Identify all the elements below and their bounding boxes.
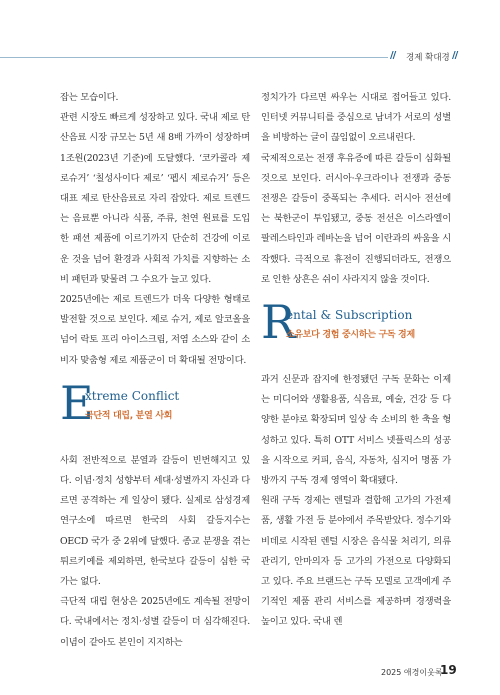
footer-publication-label: 2025 애경이웃록 [381,668,443,677]
section-header-label: 경제 확대경 [406,53,450,63]
header-mark-left: // [390,50,396,61]
drop-cap-e: E [60,375,94,430]
header-rule [0,57,388,58]
body-text-conflict: 사회 전반적으로 분열과 갈등이 빈번해지고 있다. 이념·정치 성향부터 세대·성별까지 자신과 다르면 공격하는 게 일상이 됐다. 실제로 삼성경제연구소에 따르면 한국의 사회 갈등지수는 OECD 국가 중 2위에 달했다. 종교 분쟁을 겪는 튀르키예를 제외하면, 한국보다 갈등이 심한 국가는 없다. 극단적 대립 현상은 2025년에도 계속될 전망이다. 국내에서는 정치·성별 갈등이 더 심각해진다. 이념이 같아도 본인이 지지하는 [60,454,250,648]
section-title-ko: 극단적 대립, 분열 사회 [85,410,173,421]
left-column [60,88,250,653]
section-heading-extreme-conflict [60,375,250,443]
page-number: 19 [440,663,457,677]
body-text-zero-trend: 잡는 모습이다. 관련 시장도 빠르게 성장하고 있다. 국내 제로 탄산음료 시장 규모는 5년 새 8배 가까이 성장하며 1조원(2023년 기준)에 도달했다. ‘코카콜라 제로슈거’ ‘칠성사이다 제로’ ‘펩시 제로슈거’ 등은 대표 제로 탄산음료로 자리 잡았다. 제로 트렌드는 음료뿐 아니라 식품, 주류, 천연 원료를 도입한 패션 제품에 이르기까지 단순히 건강에 이로운 것을 넘어 환경과 사회적 가치를 지향하는 소비 패턴과 맞물려 그 수요가 늘고 있다. 2025년에는 제로 트렌드가 더욱 다양한 형태로 발전할 것으로 보인다. 제로 슈거, 제로 알코올을 넘어 락토 프리 아이스크림, 저염 소스와 같이 소비자 맞춤형 제로 제품군이 더 확대될 전망이다. [60,92,250,366]
section-title-en: xtreme Conflict [85,388,180,403]
section-heading-rental-subscription [261,295,451,362]
right-column [261,88,451,633]
body-text-subscription: 과거 신문과 잡지에 한정됐던 구독 문화는 이제는 미디어와 생활용품, 식음료, 예술, 건강 등 다양한 분야로 확장되며 일상 속 소비의 한 축을 형성하고 있다. 특히 OTT 서비스 넷플릭스의 성공을 시작으로 커피, 음식, 자동차, 심지어 명품 가방까지 구독 경제 영역이 확대됐다. 원래 구독 경제는 렌털과 결합해 고가의 가전제품, 생활 가전 등 분야에서 주목받았다. 정수기와 비데로 시작된 렌털 시장은 음식물 처리기, 의류 관리기, 안마의자 등 고가의 가전으로 다양화되고 있다. 주요 브랜드는 구독 모델로 고객에게 주기적인 제품 관리 서비스를 제공하며 경쟁력을 높이고 있다. 국내 렌 [261,374,451,628]
section-title-ko: 소유보다 경험 중시하는 구독 경제 [286,330,415,341]
header-mark-right: // [452,50,458,61]
section-title-en: ental & Subscription [286,308,413,323]
drop-cap-r: R [261,295,296,350]
body-text-conflict-continued: 정치가가 다르면 싸우는 시대로 접어들고 있다. 인터넷 커뮤니티를 중심으로 남녀가 서로의 성별을 비방하는 글이 끊임없이 오르내린다. 국제적으로는 전쟁 후유증에 따른 갈등이 심화될 것으로 보인다. 러시아·우크라이나 전쟁과 중동 전쟁은 갈등이 중폭되는 추세다. 러시아 전선에는 북한군이 투입됐고, 중동 전선은 이스라엘이 팔레스타인과 레바논을 넘어 이란과의 싸움을 시작했다. 극적으로 휴전이 진행되더라도, 전쟁으로 인한 상흔은 쉬이 사라지지 않을 것이다. [261,92,451,285]
